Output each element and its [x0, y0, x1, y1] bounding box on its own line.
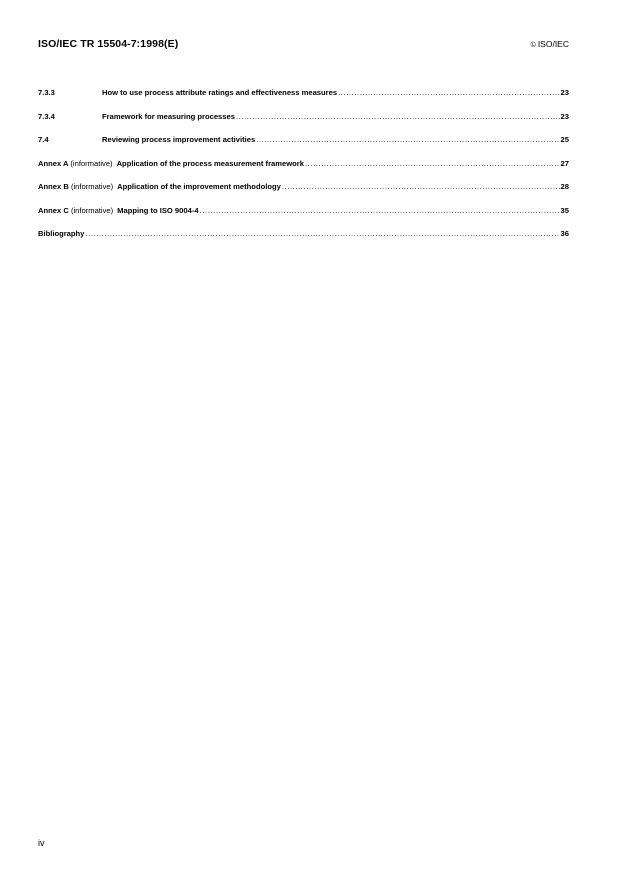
annex-label — [38, 159, 113, 168]
dot-leader — [256, 135, 559, 144]
annex-label — [38, 182, 113, 191]
toc-entry-title: Application of the process measurement framework — [116, 158, 304, 168]
copyright-notice — [531, 39, 569, 49]
copyright-symbol: © — [530, 42, 536, 49]
dot-leader — [200, 206, 560, 215]
dot-leader — [338, 88, 559, 97]
toc-entry-annex-c[interactable] — [38, 206, 569, 230]
toc-entry-number: 7.4 — [38, 135, 49, 144]
page-footer — [38, 838, 45, 848]
toc-entry-7-3-3[interactable] — [38, 88, 569, 112]
toc-entry-number: 7.3.4 — [38, 111, 55, 121]
toc-entry-number: 7.3.3 — [38, 88, 55, 97]
toc-entry-page: 35 — [560, 205, 569, 215]
annex-letter: Annex C — [38, 205, 69, 215]
annex-type: (informative) — [70, 205, 114, 215]
dot-leader — [236, 112, 560, 121]
document-identifier: ISO/IEC TR 15504-7:1998(E) — [38, 38, 179, 50]
toc-entry-7-3-4[interactable] — [38, 112, 569, 136]
toc-entry-page: 25 — [560, 135, 569, 144]
toc-entry-title: Reviewing process improvement activities — [102, 135, 256, 144]
toc-entry-title: Application of the improvement methodology — [117, 182, 281, 191]
toc-entry-page: 28 — [560, 182, 569, 191]
toc-entry-page: 23 — [560, 111, 569, 121]
toc-entry-annex-a[interactable] — [38, 159, 569, 183]
copyright-holder: ISO/IEC — [537, 39, 569, 49]
toc-entry-page: 27 — [560, 158, 569, 168]
annex-label — [38, 206, 113, 215]
toc-entry-annex-b[interactable] — [38, 182, 569, 206]
page-header — [38, 38, 569, 50]
page-number: iv — [38, 838, 45, 848]
annex-type: (informative) — [70, 182, 114, 191]
annex-letter: Annex B — [38, 182, 69, 191]
toc-entry-page: 23 — [560, 88, 569, 97]
dot-leader — [282, 182, 560, 191]
toc-entry-title: How to use process attribute ratings and effectiveness measures — [102, 88, 338, 97]
dot-leader — [305, 159, 560, 168]
toc-entry-title: Bibliography — [38, 229, 85, 238]
toc-entry-bibliography[interactable] — [38, 229, 569, 253]
annex-letter: Annex A — [38, 158, 69, 168]
toc-entry-title: Mapping to ISO 9004-4 — [117, 205, 199, 215]
annex-type: (informative) — [70, 158, 113, 168]
toc-entry-page: 36 — [560, 229, 569, 238]
dot-leader — [85, 229, 559, 238]
toc-entry-title: Framework for measuring processes — [102, 111, 235, 121]
toc-entry-7-4[interactable] — [38, 135, 569, 159]
table-of-contents — [38, 88, 569, 253]
